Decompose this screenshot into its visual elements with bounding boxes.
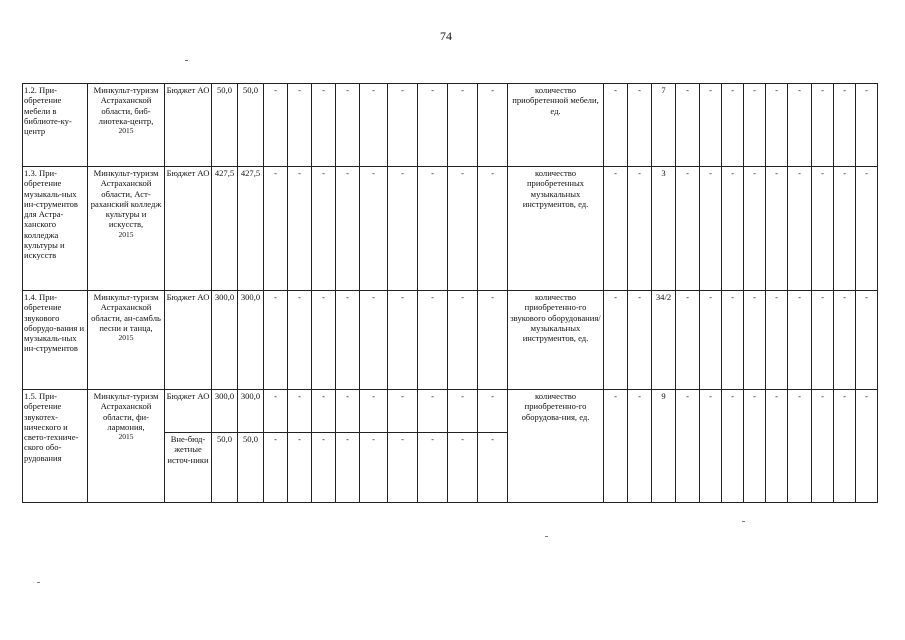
amount-year-cell: 300,0 [238,291,264,390]
target-value-cell: 7 [652,84,676,167]
empty-value-cell: - [604,167,628,291]
empty-value-cell: - [834,167,856,291]
empty-value-cell: - [812,84,834,167]
empty-value-cell: - [628,167,652,291]
empty-value-cell: - [788,390,812,503]
empty-value-cell: - [722,390,744,503]
empty-value-cell: - [766,84,788,167]
funding-source-cell: Бюджет АО [165,291,212,390]
empty-value-cell: - [288,84,312,167]
empty-value-cell: - [336,433,360,503]
empty-value-cell: - [448,390,478,433]
empty-value-cell: - [766,390,788,503]
table-row [23,390,878,433]
empty-value-cell: - [676,84,700,167]
scan-speck [742,521,745,522]
empty-value-cell: - [856,84,878,167]
empty-value-cell: - [722,167,744,291]
executor-year: 2015 [118,333,134,343]
empty-value-cell: - [676,390,700,503]
executor-cell [88,390,165,503]
table-row [23,167,878,291]
empty-value-cell: - [676,167,700,291]
amount-year-cell: 427,5 [238,167,264,291]
executor-text: Минкульт-туризм Астраханской области, ан-самбль песни и танца, [91,292,161,333]
indicator-cell: количество приобретенных музыкальных инструментов, ед. [508,167,604,291]
empty-value-cell: - [418,390,448,433]
empty-value-cell: - [676,291,700,390]
indicator-cell: количество приобретенной мебели, ед. [508,84,604,167]
amount-total-cell: 50,0 [212,84,238,167]
empty-value-cell: - [478,84,508,167]
empty-value-cell: - [288,291,312,390]
indicator-cell: количество приобретенно-го оборудова-ния, ед. [508,390,604,503]
empty-value-cell: - [388,390,418,433]
empty-value-cell: - [812,390,834,503]
amount-total-cell: 50,0 [212,433,238,503]
funding-source-cell: Бюджет АО [165,390,212,433]
empty-value-cell: - [388,433,418,503]
empty-value-cell: - [604,84,628,167]
empty-value-cell: - [744,167,766,291]
empty-value-cell: - [448,291,478,390]
empty-value-cell: - [788,167,812,291]
empty-value-cell: - [388,291,418,390]
empty-value-cell: - [604,390,628,503]
target-value-cell: 34/2 [652,291,676,390]
executor-text: Минкульт-туризм Астраханской области, биб-лиотека-центр, [93,85,159,126]
target-value-cell: 9 [652,390,676,503]
empty-value-cell: - [312,390,336,433]
empty-value-cell: - [856,390,878,503]
empty-value-cell: - [418,433,448,503]
empty-value-cell: - [388,84,418,167]
empty-value-cell: - [478,167,508,291]
empty-value-cell: - [448,84,478,167]
empty-value-cell: - [788,291,812,390]
empty-value-cell: - [360,291,388,390]
empty-value-cell: - [700,84,722,167]
target-value-cell: 3 [652,167,676,291]
executor-year: 2015 [118,432,134,442]
empty-value-cell: - [812,291,834,390]
table-row [23,84,878,167]
amount-total-cell: 300,0 [212,291,238,390]
empty-value-cell: - [360,167,388,291]
amount-total-cell: 300,0 [212,390,238,433]
measure-name-cell: 1.5. При-обретение звукотех-нического и свето-техниче-ского обо-рудования [23,390,88,503]
empty-value-cell: - [448,433,478,503]
empty-value-cell: - [812,167,834,291]
indicator-cell: количество приобретенно-го звукового оборудования/ музыкальных инструментов, ед. [508,291,604,390]
empty-value-cell: - [766,167,788,291]
empty-value-cell: - [336,167,360,291]
executor-cell [88,84,165,167]
empty-value-cell: - [264,291,288,390]
empty-value-cell: - [628,390,652,503]
empty-value-cell: - [722,291,744,390]
amount-total-cell: 427,5 [212,167,238,291]
empty-value-cell: - [312,167,336,291]
empty-value-cell: - [312,433,336,503]
empty-value-cell: - [448,167,478,291]
empty-value-cell: - [766,291,788,390]
empty-value-cell: - [478,433,508,503]
empty-value-cell: - [360,84,388,167]
funding-source-cell: Бюджет АО [165,84,212,167]
empty-value-cell: - [336,291,360,390]
empty-value-cell: - [418,84,448,167]
funding-source-cell: Вне-бюд-жетные источ-ники [165,433,212,503]
amount-year-cell: 50,0 [238,84,264,167]
empty-value-cell: - [336,390,360,433]
empty-value-cell: - [360,433,388,503]
empty-value-cell: - [418,291,448,390]
amount-year-cell: 50,0 [238,433,264,503]
empty-value-cell: - [312,84,336,167]
empty-value-cell: - [478,291,508,390]
scan-speck [37,582,40,583]
empty-value-cell: - [744,291,766,390]
executor-cell [88,167,165,291]
executor-text: Минкульт-туризм Астраханской области, фи-лармония, [93,391,159,432]
measure-name-cell: 1.2. При-обретение мебели в библиоте-ку-центр [23,84,88,167]
empty-value-cell: - [264,433,288,503]
empty-value-cell: - [418,167,448,291]
scan-speck [185,60,188,61]
empty-value-cell: - [856,291,878,390]
empty-value-cell: - [856,167,878,291]
empty-value-cell: - [604,291,628,390]
empty-value-cell: - [312,291,336,390]
empty-value-cell: - [288,167,312,291]
page-number: 74 [440,29,452,43]
empty-value-cell: - [834,390,856,503]
scan-speck [545,536,548,537]
executor-year: 2015 [118,126,134,136]
program-table [22,83,878,503]
empty-value-cell: - [628,84,652,167]
empty-value-cell: - [336,84,360,167]
empty-value-cell: - [288,433,312,503]
amount-year-cell: 300,0 [238,390,264,433]
measure-name-cell: 1.3. При-обретение музыкаль-ных ин-струментов для Астра-ханского колледжа культуры и искусств [23,167,88,291]
empty-value-cell: - [288,390,312,433]
empty-value-cell: - [388,167,418,291]
empty-value-cell: - [700,390,722,503]
empty-value-cell: - [360,390,388,433]
funding-source-cell: Бюджет АО [165,167,212,291]
empty-value-cell: - [700,167,722,291]
measure-name-cell: 1.4. При-обретение звукового оборудо-вания и музыкаль-ных ин-струментов [23,291,88,390]
executor-cell [88,291,165,390]
empty-value-cell: - [478,390,508,433]
executor-year: 2015 [118,229,134,239]
empty-value-cell: - [788,84,812,167]
empty-value-cell: - [834,84,856,167]
empty-value-cell: - [744,390,766,503]
table-row [23,291,878,390]
empty-value-cell: - [264,167,288,291]
empty-value-cell: - [722,84,744,167]
executor-text: Минкульт-туризм Астраханской области, Аст-раханский колледж культуры и искусств, [90,168,162,230]
empty-value-cell: - [700,291,722,390]
empty-value-cell: - [264,84,288,167]
empty-value-cell: - [628,291,652,390]
empty-value-cell: - [834,291,856,390]
empty-value-cell: - [264,390,288,433]
empty-value-cell: - [744,84,766,167]
